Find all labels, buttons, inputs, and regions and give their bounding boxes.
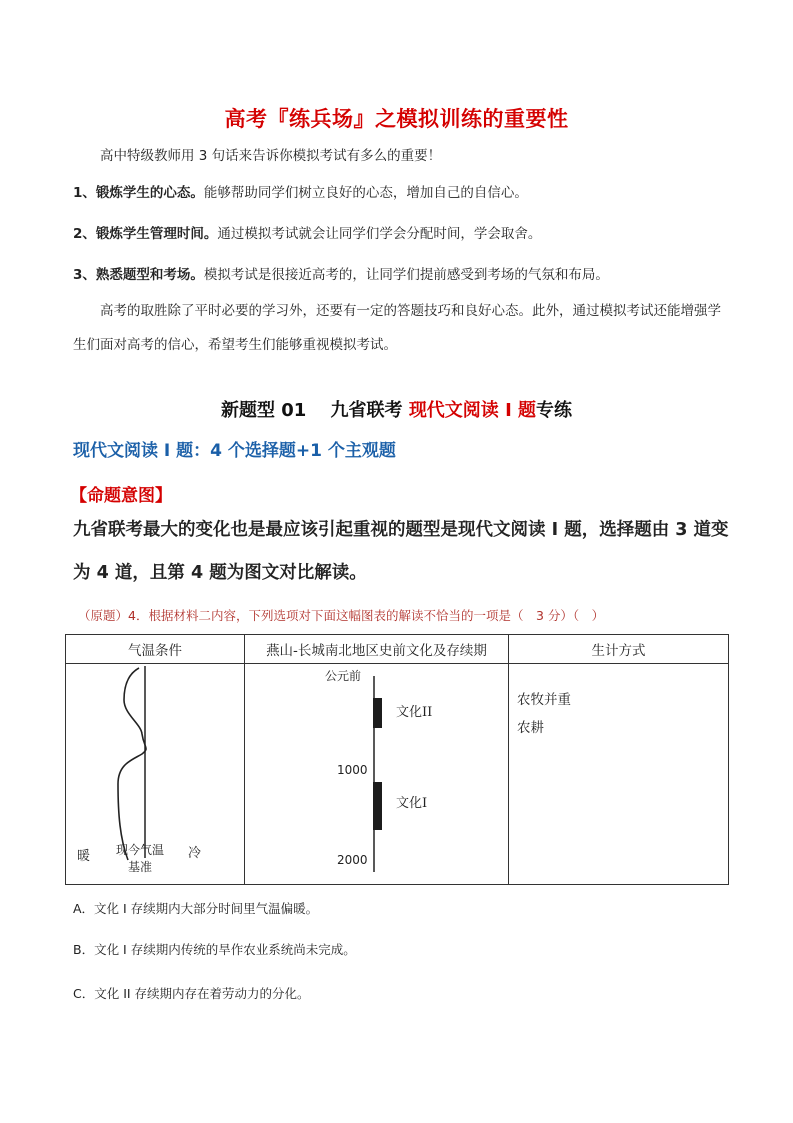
section-title-prefix: 新题型 01 九省联考	[220, 400, 409, 421]
cold-label: 冷	[188, 846, 202, 861]
timeline-figure	[245, 664, 508, 884]
point-text: 通过模拟考试就会让同学们学会分配时间，学会取舍。	[217, 226, 542, 242]
culture-cell	[245, 664, 509, 885]
culture1-label: 文化I	[396, 796, 428, 811]
point-number: 2、	[73, 226, 96, 242]
point-text: 模拟考试是很接近高考的，让同学们提前感受到考场的气氛和布局。	[203, 267, 609, 283]
header-livelihood: 生计方式	[509, 635, 729, 664]
baseline-label-1: 现今气温	[116, 843, 165, 857]
header-culture: 燕山-长城南北地区史前文化及存续期	[245, 635, 509, 664]
header-temperature: 气温条件	[66, 635, 245, 664]
timeline-top-label: 公元前	[325, 669, 362, 683]
option-c: C．文化 II 存续期内存在着劳动力的分化。	[73, 986, 310, 1001]
point-text: 能够帮助同学们树立良好的心态，增加自己的自信心。	[203, 185, 528, 201]
warm-label: 暖	[77, 849, 91, 864]
point-3	[73, 263, 609, 283]
tick-1000: 1000	[337, 763, 368, 777]
section-title-highlight: 现代文阅读 I 题	[408, 400, 537, 421]
option-b: B．文化 I 存续期内传统的旱作农业系统尚未完成。	[73, 942, 356, 957]
question-text: （原题）4．根据材料二内容，下列选项对下面这幅图表的解读不恰当的一项是（ 3 分）（ ）	[78, 608, 605, 623]
intent-label: 【命题意图】	[70, 486, 172, 506]
section-title	[0, 396, 793, 422]
livelihood-cell	[509, 664, 729, 885]
point-heading: 锻炼学生的心态。	[95, 185, 204, 201]
subtitle: 现代文阅读 I 题：4 个选择题+1 个主观题	[73, 441, 396, 461]
temperature-curve	[118, 668, 146, 860]
culture2-bar	[373, 698, 382, 728]
livelihood-list	[509, 664, 728, 884]
temperature-chart	[66, 664, 244, 884]
section-title-suffix: 专练	[536, 400, 573, 421]
tick-2000: 2000	[337, 853, 368, 867]
table-header-row	[66, 635, 729, 664]
intent-text: 九省联考最大的变化也是最应该引起重视的题型是现代文阅读 I 题，选择题由 3 道变为 4 道，且第 4 题为图文对比解读。	[73, 520, 729, 583]
point-number: 1、	[73, 185, 96, 201]
table-row	[66, 664, 729, 885]
summary-paragraph: 高考的取胜除了平时必要的学习外，还要有一定的答题技巧和良好心态。此外，通过模拟考试还能增强学生们面对高考的信心，希望考生们能够重视模拟考试。	[73, 303, 721, 353]
question-table	[65, 634, 729, 885]
point-2	[73, 222, 541, 242]
culture-timeline	[245, 664, 508, 884]
point-1	[73, 181, 528, 201]
livelihood-item: 农牧并重	[517, 692, 571, 708]
option-a: A．文化 I 存续期内大部分时间里气温偏暖。	[73, 901, 319, 916]
livelihood-item: 农耕	[517, 720, 544, 736]
page-title: 高考『练兵场』之模拟训练的重要性	[224, 107, 569, 131]
temperature-curve-figure	[66, 664, 244, 884]
baseline-label-2: 基准	[128, 860, 153, 874]
culture1-bar	[373, 782, 382, 830]
temperature-cell	[66, 664, 245, 885]
point-heading: 熟悉题型和考场。	[95, 267, 204, 283]
culture2-label: 文化II	[396, 705, 433, 720]
point-heading: 锻炼学生管理时间。	[95, 226, 218, 242]
point-number: 3、	[73, 267, 96, 283]
intro-text: 高中特级教师用 3 句话来告诉你模拟考试有多么的重要！	[100, 148, 442, 164]
